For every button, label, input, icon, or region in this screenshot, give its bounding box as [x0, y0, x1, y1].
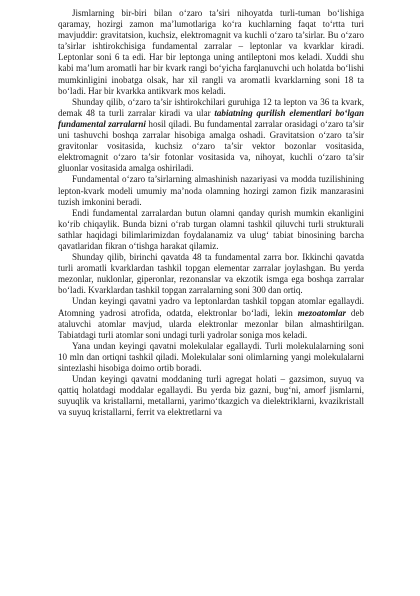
paragraph-4 — [58, 208, 364, 252]
paragraph-7 — [58, 341, 364, 374]
paragraph-text: deb ataluvchi atomlar mavjud, ularda elektronlar mezonlar bilan almashtirilgan. Tabiatdagi turli atomlar soni undagi turli yadrolar soniga mos keladi. — [58, 307, 364, 340]
paragraph-5 — [58, 252, 364, 296]
paragraph-2 — [58, 97, 364, 175]
paragraph-text: hosil qiladi. Bu fundamental zarralar orasidagi o‘zaro ta’sir uni tashuvchi boshqa zarralar hisobiga amalga oshadi. Gravitatsion o‘zaro ta’sir gravitonlar vositasida, kuchsiz o‘zaro ta’sir vektor bozonlar vositasida, elektromagnit o‘zaro ta’sir fotonlar vositasida va, nihoyat, kuchli o‘zaro ta’sir gluonlar vositasida amalga oshiriladi. — [58, 118, 364, 174]
paragraph-text: Undan keyingi qavatni moddaning turli agregat holati – gazsimon, suyuq va qattiq holatdagi moddalar egallaydi. Bu yerda biz gazni, bug‘ni, amorf jismlarni, suyuqlik va kristallarni, metallarni, yarimo‘tkazgich va dielektriklarni, kvazikristall va suyuq kristallarni, ferrit va elektretlarni va — [58, 374, 364, 418]
paragraph-6 — [58, 296, 364, 340]
paragraph-text: Endi fundamental zarralardan butun olamni qanday qurish mumkin ekanligini ko‘rib chiqaylik. Bunda bizni o‘rab turgan olamni tashkil qiluvchi turli strukturali sathlar haqidagi bilimlarimizdan foydalanamiz va ulug‘ tabiat binosining barcha qavatlaridan fikran o‘tishga harakat qilamiz. — [58, 207, 364, 251]
emphasized-term: tabiatning qurilish elementlari bo‘lgan fundamental zarralarni — [58, 107, 364, 129]
paragraph-text: Yana undan keyingi qavatni molekulalar egallaydi. Turli molekulalarning soni 10 mln dan ortiqni tashkil qiladi. Molekulalar soni olimlarning yangi molekulalarni sintezlashi hisobiga doimo ortib boradi. — [58, 340, 364, 373]
paragraph-text: Jismlarning bir-biri bilan o‘zaro ta’siri nihoyatda turli-tuman bo‘lishiga qaramay, hozirgi zamon ma’lumotlariga ko‘ra kuchlarning faqat to‘rtta turi mavjuddir: gravitatsion, kuchsiz, elektromagnit va kuchli o‘zaro ta’sirlar. Bu o‘zaro ta’sirlar ishtirokchisiga fundamental zarralar – leptonlar va kvarklar kiradi. Leptonlar soni 6 ta edi. Har bir leptonga uning antileptoni mos keladi. Xuddi shu kabi ma’lum aromatli har bir kvark rangi bo‘yicha farqlanuvchi uch holatda bo‘lishi mumkinligini inobatga olsak, har xil rangli va aromatli kvarklarning soni 18 ta bo‘ladi. Har bir kvarkka antikvark mos keladi. — [58, 8, 364, 96]
paragraph-text: Fundamental o‘zaro ta’sirlarning almashinish nazariyasi va modda tuzilishining lepton-kvark modeli umumiy ma’noda olamning hozirgi zamon fizik manzarasini tuzish imkonini beradi. — [58, 174, 364, 207]
paragraph-text: Shunday qilib, birinchi qavatda 48 ta fundamental zarra bor. Ikkinchi qavatda turli aromatli kvarklardan tashkil topgan elementar zarralar joylashgan. Bu yerda mezonlar, nuklonlar, giperonlar, rezonanslar va ekzotik ismga ega boshqa zarralar bo‘ladi. Kvarklardan tashkil topgan zarralarning soni 300 dan ortiq. — [58, 252, 364, 296]
emphasized-term: mezoatomlar — [297, 307, 346, 318]
document-page — [58, 8, 364, 418]
paragraph-1 — [58, 8, 364, 97]
paragraph-8 — [58, 374, 364, 418]
paragraph-text: Shunday qilib, o‘zaro ta’sir ishtirokchilari guruhiga 12 ta lepton va 36 ta kvark, demak 48 ta turli zarralar kiradi va ular — [58, 96, 364, 118]
paragraph-text: Undan keyingi qavatni yadro va leptonlardan tashkil topgan atomlar egallaydi. Atomning yadrosi atrofida, odatda, elektronlar bo‘ladi, lekin — [58, 296, 364, 318]
paragraph-3 — [58, 174, 364, 207]
